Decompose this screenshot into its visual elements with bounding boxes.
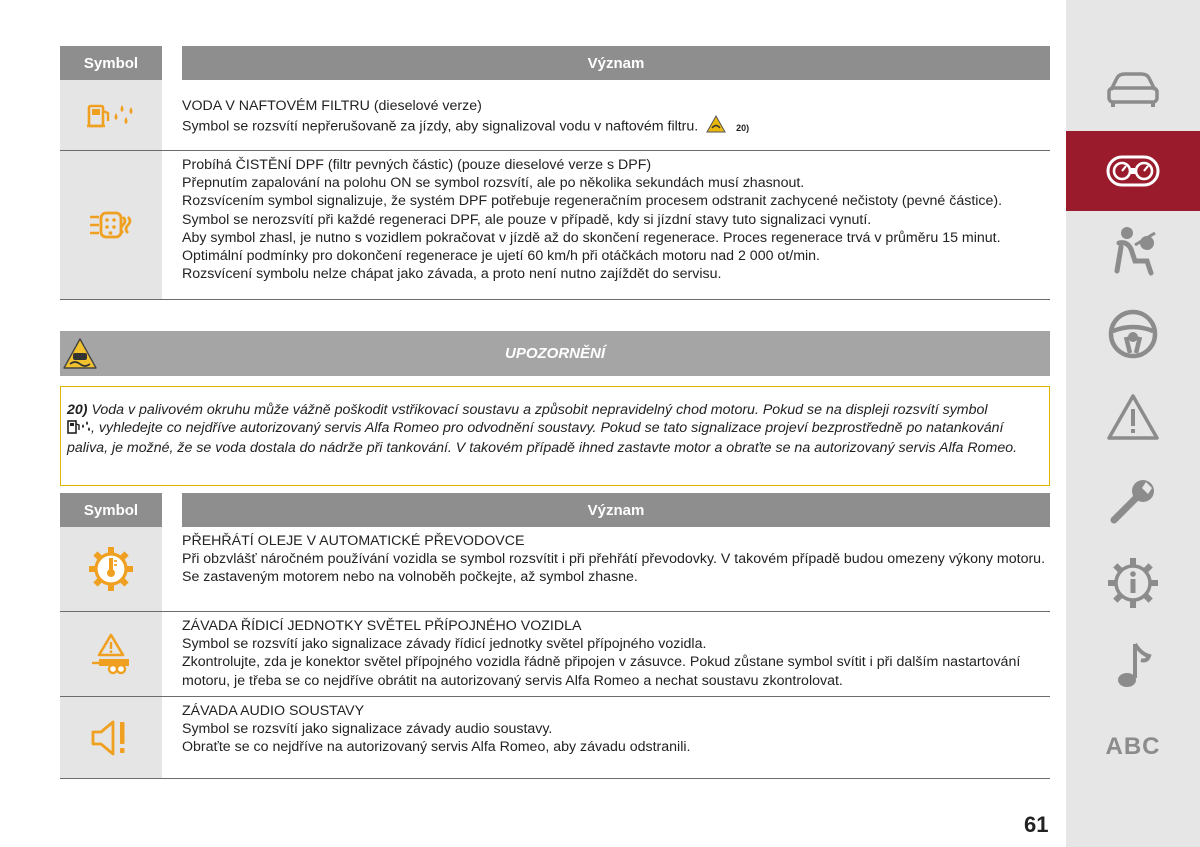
row-text: Rozsvícení symbolu nelze chápat jako závada, a proto není nutno zajíždět do servisu. xyxy=(182,266,722,283)
table-row xyxy=(60,151,1050,300)
page-number: 61 xyxy=(1024,812,1049,837)
fuel-water-inline-icon xyxy=(67,419,91,439)
row-text: Zkontrolujte, zda je konektor světel přípojného vozidla řádně připojen v zásuvce. Pokud zůstane symbol svítit i při dalším nastartování motoru, je třeba se co nejdříve obrátit na autorizovaný servis Alfa Romeo a nechat soustavu zkontrolovat. xyxy=(182,654,1021,689)
warning-header xyxy=(60,331,1050,376)
row-title: VODA V NAFTOVÉM FILTRU (dieselové verze) xyxy=(182,98,482,114)
footnote-ref: 20) xyxy=(736,122,750,133)
wrench-icon[interactable] xyxy=(1066,461,1200,541)
row-title: PŘEHŘÁTÍ OLEJE V AUTOMATICKÉ PŘEVODOVCE xyxy=(182,533,525,549)
warning-text-2: , vyhledejte co nejdříve autorizovaný servis Alfa Romeo pro odvodnění soustavy. Pokud se tato signalizace projeví bezprostředně po natankování paliva, je možné, že se voda dostala do nádrže při tankování. V takovém případě ihned zastavte motor a obraťte se na autorizovaný servis Alfa Romeo. xyxy=(67,420,1018,457)
row-text: Optimální podmínky pro dokončení regenerace je ujetí 60 km/h při otáčkách motoru nad 2 000 ot/min. xyxy=(182,248,821,265)
warning-ref-icon xyxy=(706,115,726,138)
dpf-icon xyxy=(60,151,162,299)
warning-title: UPOZORNĚNÍ xyxy=(504,345,605,362)
instrument-panel-icon[interactable] xyxy=(1066,131,1200,211)
steering-wheel-icon[interactable] xyxy=(1066,294,1200,374)
row-text: Symbol se nerozsvítí při každé regeneraci DPF, ale pouze v případě, kdy si jízdní stavy tuto signalizaci vynutí. xyxy=(182,211,872,228)
table-row xyxy=(60,697,1050,779)
row-title: Probíhá ČISTĚNÍ DPF (filtr pevných částic) (pouze dieselové verze s DPF) xyxy=(182,157,652,173)
table-row xyxy=(60,80,1050,151)
table1-header xyxy=(60,46,1050,80)
warning-triangle-icon[interactable] xyxy=(1066,378,1200,458)
row-text: Obraťte se co nejdříve na autorizovaný servis Alfa Romeo, aby závadu odstranili. xyxy=(182,739,691,756)
row-title: ZÁVADA ŘÍDICÍ JEDNOTKY SVĚTEL PŘÍPOJNÉHO VOZIDLA xyxy=(182,618,582,634)
chapter-sidebar xyxy=(1066,0,1200,847)
index-abc-link[interactable] xyxy=(1066,707,1200,787)
row-text: Symbol se rozsvítí jako signalizace závady řídicí jednotky světel přípojného vozidla. xyxy=(182,636,707,653)
table-row xyxy=(60,612,1050,697)
audio-system-failure-icon xyxy=(60,697,162,778)
table-row xyxy=(60,527,1050,612)
warning-box xyxy=(60,386,1050,486)
table1-header-symbol: Symbol xyxy=(60,46,162,80)
transmission-oil-temperature-icon xyxy=(60,527,162,611)
technical-info-gear-icon[interactable] xyxy=(1066,543,1200,623)
row-text: Při obzvlášť náročném používání vozidla se symbol rozsvítit i při přehřátí převodovky. V takovém případě budou omezeny výkony motoru. xyxy=(182,551,1046,568)
warning-slippery-icon xyxy=(60,331,100,376)
row-text: Se zastaveným motorem nebo na volnoběh počkejte, až symbol zhasne. xyxy=(182,569,638,586)
airbag-icon[interactable] xyxy=(1066,211,1200,291)
row-text: Symbol se rozsvítí jako signalizace závady audio soustavy. xyxy=(182,721,553,738)
music-note-icon[interactable] xyxy=(1066,625,1200,705)
row-text: Symbol se rozsvítí nepřerušovaně za jízdy, aby signalizoval vodu v naftovém filtru. xyxy=(182,118,699,135)
warning-text-1: Voda v palivovém okruhu může vážně poškodit vstřikovací soustavu a způsobit nepravidelný chod motoru. Pokud se na displeji rozsvítí symbol xyxy=(87,402,988,418)
abc-label: ABC xyxy=(1105,733,1161,760)
row-text: Aby symbol zhasl, je nutno s vozidlem pokračovat v jízdě až do skončení regenerace. Proces regenerace trvá v průměru 15 minut. xyxy=(182,229,1001,246)
table2-header xyxy=(60,493,1050,527)
fuel-water-icon xyxy=(60,80,162,150)
trailer-lights-failure-icon xyxy=(60,612,162,696)
table2-header-symbol: Symbol xyxy=(60,493,162,527)
row-text: Přepnutím zapalování na polohu ON se symbol rozsvítí, ale po několika sekundách musí zhasnout. xyxy=(182,175,805,192)
table2-header-meaning: Význam xyxy=(182,493,1050,527)
warning-number: 20) xyxy=(67,402,88,418)
page-content xyxy=(60,0,1050,847)
table1-header-meaning: Význam xyxy=(182,46,1050,80)
row-text: Rozsvícením symbol signalizuje, že systém DPF potřebuje regeneračním procesem odstranit zachycené nečistoty (pevné částice). xyxy=(182,193,1003,210)
row-title: ZÁVADA AUDIO SOUSTAVY xyxy=(182,703,365,719)
car-icon[interactable] xyxy=(1066,48,1200,128)
